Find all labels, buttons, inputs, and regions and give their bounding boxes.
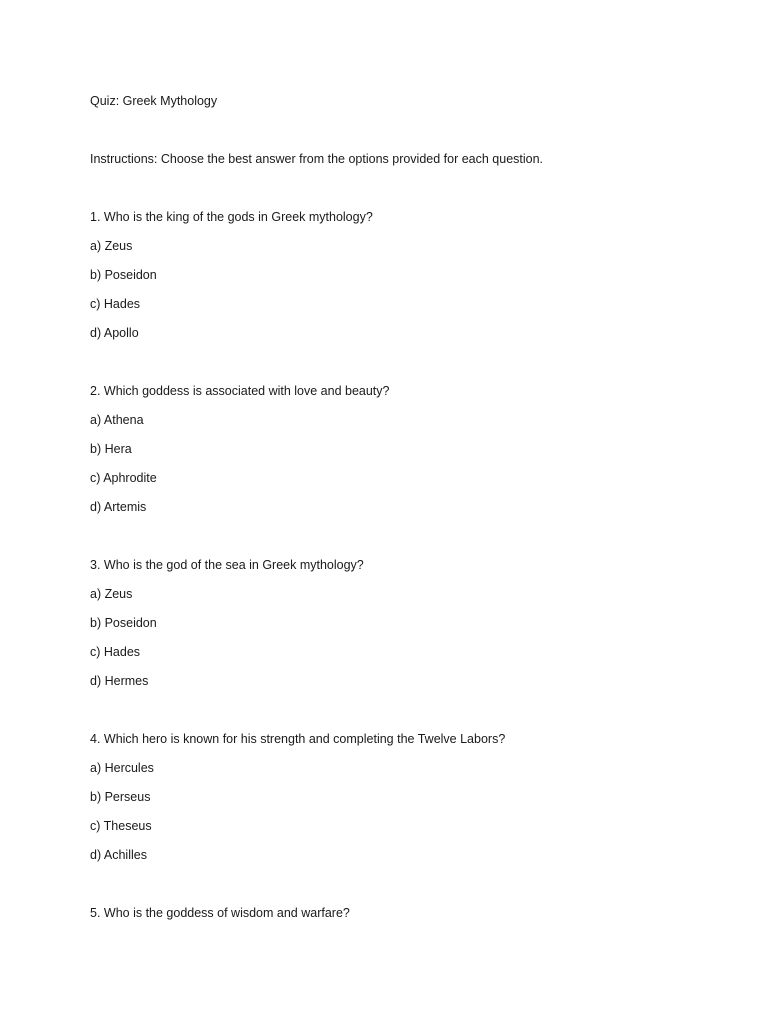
quiz-title: Quiz: Greek Mythology [90,94,218,108]
answer-option: c) Aphrodite [90,471,157,485]
answer-option: a) Zeus [90,239,133,253]
answer-option: c) Theseus [90,819,152,833]
answer-option: b) Perseus [90,790,151,804]
question-text: 3. Who is the god of the sea in Greek mythology? [90,558,364,572]
answer-option: d) Artemis [90,500,147,514]
question-5 [90,905,690,921]
answer-option: a) Zeus [90,587,133,601]
question-text: 1. Who is the king of the gods in Greek mythology? [90,210,373,224]
question-text: 5. Who is the goddess of wisdom and warfare? [90,906,350,920]
answer-option: d) Apollo [90,326,139,340]
quiz-instructions: Instructions: Choose the best answer from the options provided for each question. [90,152,544,166]
question-text: 4. Which hero is known for his strength and completing the Twelve Labors? [90,732,506,746]
question-text: 2. Which goddess is associated with love and beauty? [90,384,390,398]
answer-option: a) Athena [90,413,144,427]
question-3 [90,557,690,689]
answer-option: d) Hermes [90,674,149,688]
answer-option: b) Poseidon [90,268,157,282]
answer-option: d) Achilles [90,848,147,862]
answer-option: b) Hera [90,442,132,456]
question-4 [90,731,690,863]
question-1 [90,209,690,341]
answer-option: c) Hades [90,297,141,311]
answer-option: a) Hercules [90,761,154,775]
document-page [90,93,690,934]
answer-option: c) Hades [90,645,141,659]
question-2 [90,383,690,515]
answer-option: b) Poseidon [90,616,157,630]
